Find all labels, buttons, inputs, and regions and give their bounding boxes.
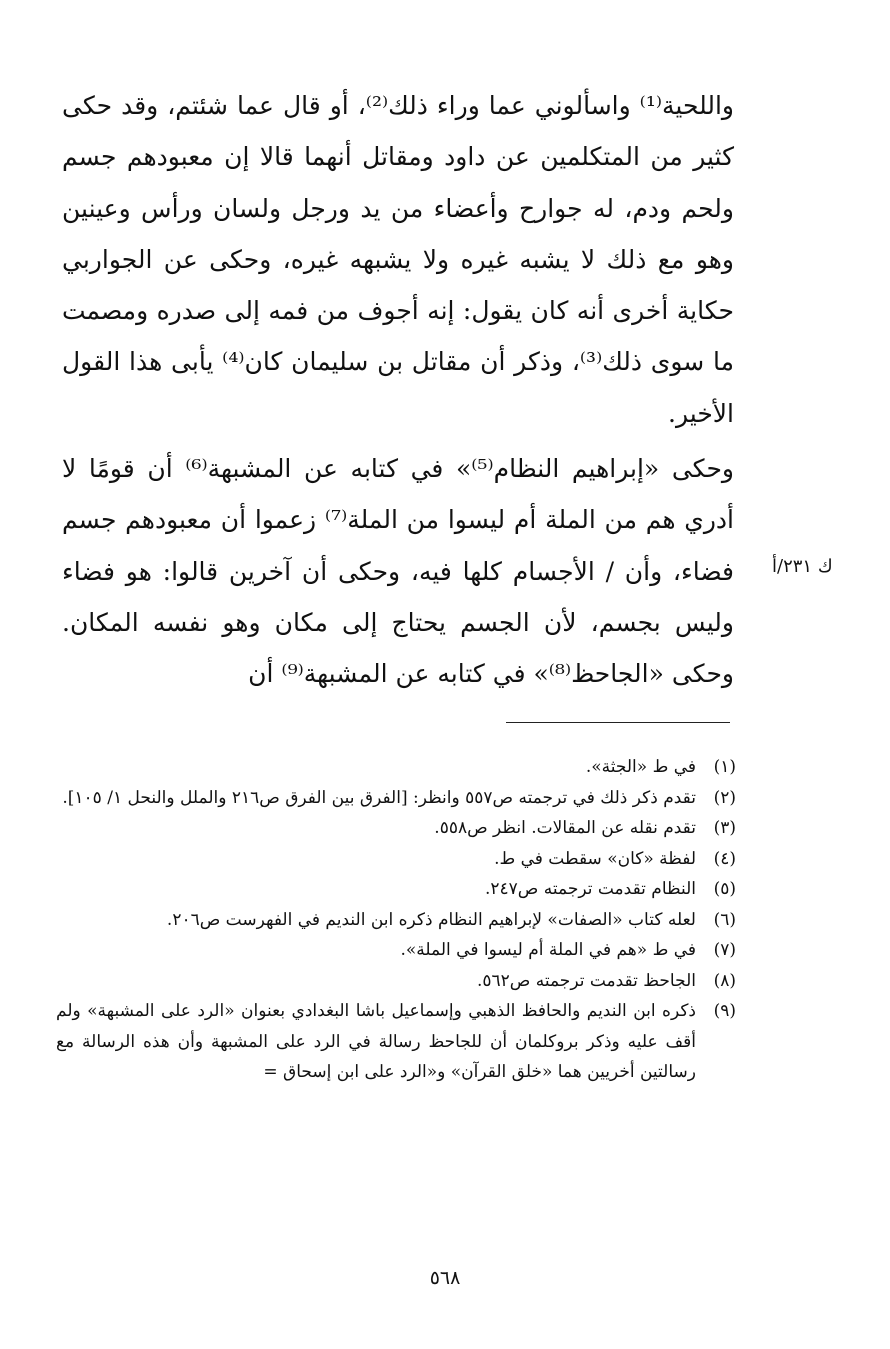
- footnote-number: (٦): [713, 909, 736, 930]
- footnote-number: (٩): [713, 1001, 736, 1021]
- footnote: [56, 996, 736, 1088]
- footnote: [56, 783, 736, 814]
- footnote-text: لفظة «كان» سقطت في ط.: [494, 848, 696, 869]
- footnote-text: في ط «هم في الملة أم ليسوا في الملة».: [400, 940, 696, 960]
- main-text: [62, 80, 734, 700]
- footnote: [56, 966, 736, 997]
- footnotes: [56, 752, 736, 1088]
- footnote-number: (٤): [713, 848, 736, 869]
- footnote-number: (١): [713, 757, 736, 777]
- footnote: [56, 874, 736, 905]
- footnote-number: (٧): [713, 940, 736, 960]
- footnote-text: ذكره ابن النديم والحافظ الذهبي وإسماعيل باشا البغدادي بعنوان «الرد على المشبهة» ولم أقف عليه وذكر بروكلمان أن للجاحظ رسالة في الرد على المشبهة وأن هذه الرسالة مع رسالتين أخريين هما «خلق القرآن» و«الرد على ابن إسحاق =: [56, 1001, 696, 1082]
- footnote-number: (٣): [713, 818, 736, 838]
- footnote-text: في ط «الجثة».: [585, 757, 696, 777]
- footnote: [56, 935, 736, 966]
- footnote-text: تقدم نقله عن المقالات. انظر ص٥٥٨.: [434, 818, 696, 838]
- paragraph-2: وحكى «إبراهيم النظام⁽⁵⁾» في كتابه عن المشبهة⁽⁶⁾ أن قومًا لا أدري هم من الملة أم ليسوا من الملة⁽⁷⁾ زعموا أن معبودهم جسم فضاء، وأن / الأجسام كلها فيه، وحكى أن آخرين قالوا: هو فضاء وليس بجسم، لأن الجسم يحتاج إلى مكان وهو نفسه المكان. وحكى «الجاحظ⁽⁸⁾» في كتابه عن المشبهة⁽⁹⁾ أن: [62, 454, 735, 689]
- footnote: [56, 813, 736, 844]
- footnote-divider: [506, 722, 730, 723]
- page-number: ٥٦٨: [429, 1267, 461, 1289]
- footnote: [56, 844, 736, 875]
- paragraph-1: واللحية⁽¹⁾ واسألوني عما وراء ذلك⁽²⁾، أو قال عما شئتم، وقد حكى كثير من المتكلمين عن داود ومقاتل أنهما قالا إن معبودهم جسم ولحم ودم، له جوارح وأعضاء من يد ورجل ولسان ورأس وعينين وهو مع ذلك لا يشبه غيره ولا يشبهه غيره، وحكى عن الجواربي حكاية أخرى أنه كان يقول: إنه أجوف من فمه إلى صدره ومصمت ما سوى ذلك⁽³⁾، وذكر أن مقاتل بن سليمان كان⁽⁴⁾ يأبى هذا القول الأخير.: [62, 91, 734, 428]
- footnote-number: (٢): [713, 787, 736, 808]
- footnote-text: النظام تقدمت ترجمته ص٢٤٧.: [484, 879, 696, 899]
- footnote-number: (٨): [713, 970, 736, 991]
- manuscript-margin-note: ك ٢٣١/أ: [772, 556, 833, 577]
- footnote-number: (٥): [713, 879, 736, 899]
- footnote-text: تقدم ذكر ذلك في ترجمته ص٥٥٧ وانظر: [الفرق بين الفرق ص٢١٦ والملل والنحل ١/ ١٠٥].: [62, 787, 696, 808]
- footnote: [56, 752, 736, 783]
- footnote-text: الجاحظ تقدمت ترجمته ص٥٦٢.: [476, 970, 696, 991]
- footnote-text: لعله كتاب «الصفات» لإبراهيم النظام ذكره ابن النديم في الفهرست ص٢٠٦.: [166, 909, 696, 930]
- footnote: [56, 905, 736, 936]
